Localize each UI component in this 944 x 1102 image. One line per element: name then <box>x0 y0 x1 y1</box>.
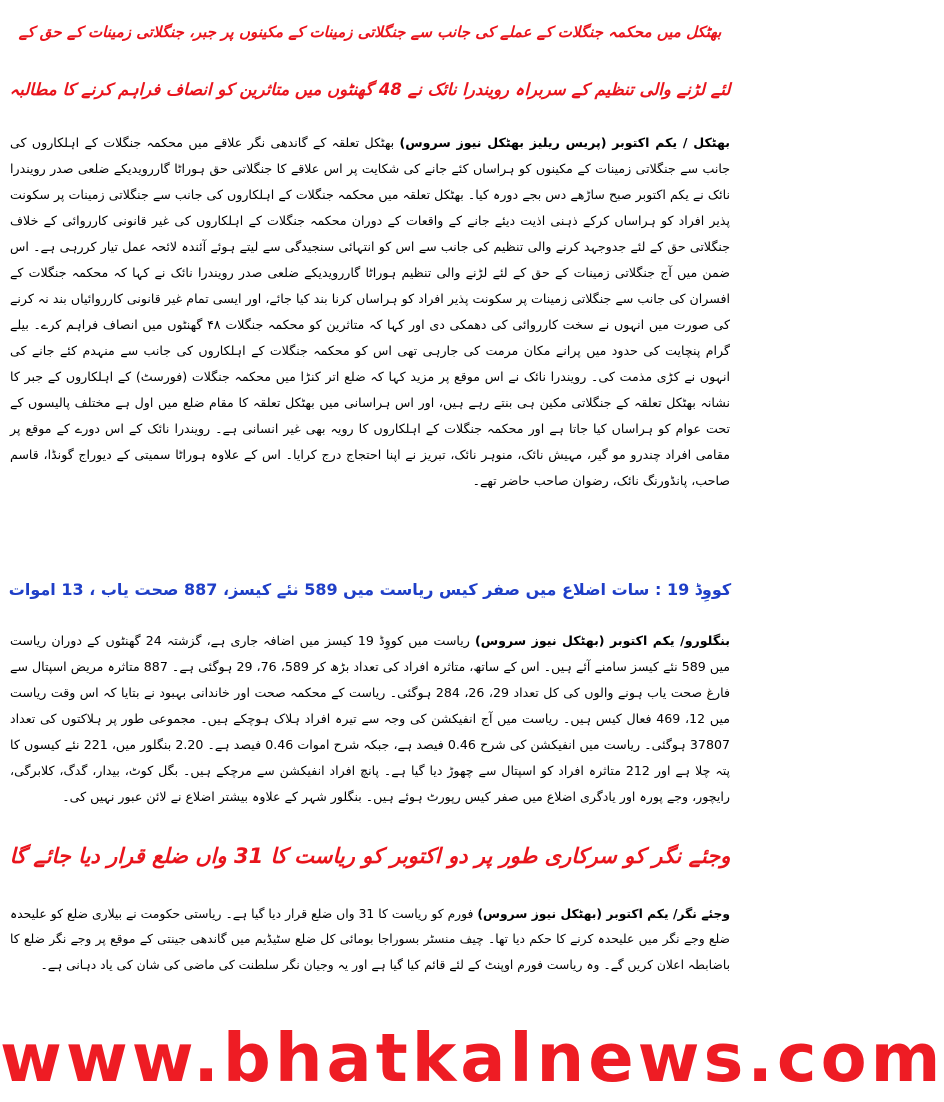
article3-dateline: وجئے نگر/ یکم اکتوبر (بھٹکل نیوز سروس) <box>477 907 730 921</box>
article2-body <box>10 628 730 818</box>
article3-headline: وجئے نگر کو سرکاری طور پر دو اکتوبر کو ریاست کا 31 واں ضلع قرار دیا جائے گا <box>9 844 731 868</box>
article1-headline-line2: لئے لڑنے والی تنظیم کے سربراہ رویندرا نائک نے 48 گھنٹوں میں متاثرین کو انصاف فراہم کرنے کا مطالبہ <box>9 80 731 99</box>
article2-text: ریاست میں کووِڈ 19 کیسز میں اضافہ جاری ہے، گزشتہ 24 گھنٹوں کے دوران ریاست میں 589 نئے کیسز سامنے آئے ہیں۔ اس کے ساتھ، متاثرہ افراد کی تعداد بڑھ کر 589، 76، 29 ہوگئی ہے۔ 887 متاثرہ مریض اسپتال سے فارغ صحت یاب ہونے والوں کی کل تعداد 29، 26، 284 ہوگئی۔ ریاست کے محکمہ صحت اور خاندانی بہبود نے بتایا کہ اس وقت ریاست میں 12، 469 فعال کیس ہیں۔ ریاست میں آج انفیکشن کی وجہ سے تیرہ افراد ہلاک ہوچکے ہیں۔ مجموعی طور پر ہلاکتوں کی تعداد 37807 ہوگئی۔ ریاست میں انفیکشن کی شرح 0.46 فیصد ہے، جبکہ شرح اموات 0.46 فیصد ہے۔ 2.20 بنگلور میں، 221 نئے کیسوں کا پتہ چلا ہے اور 212 متاثرہ افراد کو اسپتال سے چھوڑ دیا گیا ہے۔ پانچ افراد انفیکشن سے مرچکے ہیں۔ بگل کوٹ، بیدار، گدگ، کلابرگی، رایچور، وجے پورہ اور یادگری اضلاع میں صفر کیس رپورٹ ہوئے ہیں۔ بنگلور شہر کے علاوہ بیشتر اضلاع نے لائن عبور نہیں کی۔ <box>10 633 731 804</box>
article3-body <box>10 902 730 982</box>
article2-dateline: بنگلورو/ یکم اکتوبر (بھٹکل نیوز سروس) <box>474 633 731 648</box>
article2-headline: کووِڈ 19 : سات اضلاع میں صفر کیس ریاست میں 589 نئے کیسز، 887 صحت یاب ، 13 اموات <box>8 580 732 599</box>
article3-text: فورم کو ریاست کا 31 واں ضلع قرار دیا گیا ہے۔ ریاستی حکومت نے بیلاری ضلع کو علیحدہ ضلع وجے نگر میں علیحدہ کرنے کا حکم دیا تھا۔ چیف منسٹر بسوراجا بومائی کل ضلع سٹیڈیم میں گاندھی جینتی کے موقع پر وجے نگر ضلع کا باضابطہ اعلان کریں گے۔ وہ ریاست فورم اوپنٹ کے لئے قائم کیا گیا ہے اور یہ وجیان نگر سلطنت کی ماضی کی شان کی یاد دہانی ہے۔ <box>10 907 730 972</box>
article1-text: بھٹکل تعلقہ کے گاندھی نگر علاقے میں محکمہ جنگلات کے اہلکاروں کی جانب سے جنگلاتی زمینات کے مکینوں کو ہراساں کئے جانے کی شکایت پر اس علاقے کا جنگلاتی حق ہوراٹا گاررویدیکے ضلعی صدر رویندرا نائک نے یکم اکتوبر صبح ساڑھے دس بجے دورہ کیا۔ بھٹکل تعلقہ میں محکمہ جنگلات کے اہلکاروں کی جانب سے جنگلاتی زمینات پر سکونت پذیر افراد کو ہراساں کرکے ذہنی اذیت دیئے جانے کے واقعات کے دوران محکمہ جنگلات کے اہلکاروں کی غیر قانونی کارروائی کے خلاف جنگلاتی حق کے لئے جدوجہد کرنے والی تنظیم کی جانب سے اس کو انتہائی سنجیدگی سے لیتے ہوئے آئندہ لائحہ عمل تیار کررہی ہے۔ اس ضمن میں آج جنگلاتی زمینات کے حق کے لئے لڑنے والی تنظیم ہوراٹا گاررویدیکے ضلعی صدر رویندرا نائک نے کہا کہ محکمہ جنگلات کے افسران کی جانب سے جنگلاتی زمینات پر سکونت پذیر افراد کو ہراساں کرنا بند کیا جائے، اور ایسی تمام غیر قانونی کارروائیاں بند نہ کرنے کی صورت میں انہوں نے سخت کارروائی کی دھمکی دی اور کہا کہ متاثرین کو محکمہ جنگلات ۴۸ گھنٹوں میں انصاف فراہم کرے۔ بیلے گرام پنچایت کی حدود میں پرانے مکان مرمت کی جارہی تھی اس کو محکمہ جنگلات کے اہلکاروں کی جانب سے منہدم کئے جانے کی انہوں نے کڑی مذمت کی۔ رویندرا نائک نے اس موقع پر مزید کہا کہ ضلع اتر کنڑا میں محکمہ جنگلات (فورسٹ) کے اہلکاروں کے جبر کا نشانہ بھٹکل تعلقہ کے جنگلاتی مکین ہی بنتے رہے ہیں، اور اس ہراسانی میں بھٹکل تعلقہ کا مقام ضلع میں اول ہے مختلف پالیسوں کے تحت عوام کو ہراساں کیا جاتا ہے اور محکمہ جنگلات کے اہلکاروں کا رویہ بھی غیر انسانی ہے۔ رویندرا نائک کے اس دورے کے موقع پر مقامی افراد چندرو مو گیر، مہیش نائک، منوہر نائک، تبریز نے اپنا احتجاج درج کرایا۔ اس کے علاوہ ہوراٹا سمیتی کے دیوراج گونڈا، قاسم صاحب، پانڈورنگ نائک، رضوان صاحب حاضر تھے۔ <box>10 135 730 488</box>
article1-dateline: بھٹکل / یکم اکتوبر (پریس ریلیز بھٹکل نیوز سروس) <box>399 135 730 150</box>
article1-body <box>10 130 730 550</box>
site-url-banner[interactable]: www.bhatkalnews.com <box>0 1019 944 1097</box>
article1-headline-line1: بھٹکل میں محکمہ جنگلات کے عملے کی جانب سے جنگلاتی زمینات کے مکینوں پر جبر، جنگلاتی زمینات کے حق کے <box>18 23 722 41</box>
